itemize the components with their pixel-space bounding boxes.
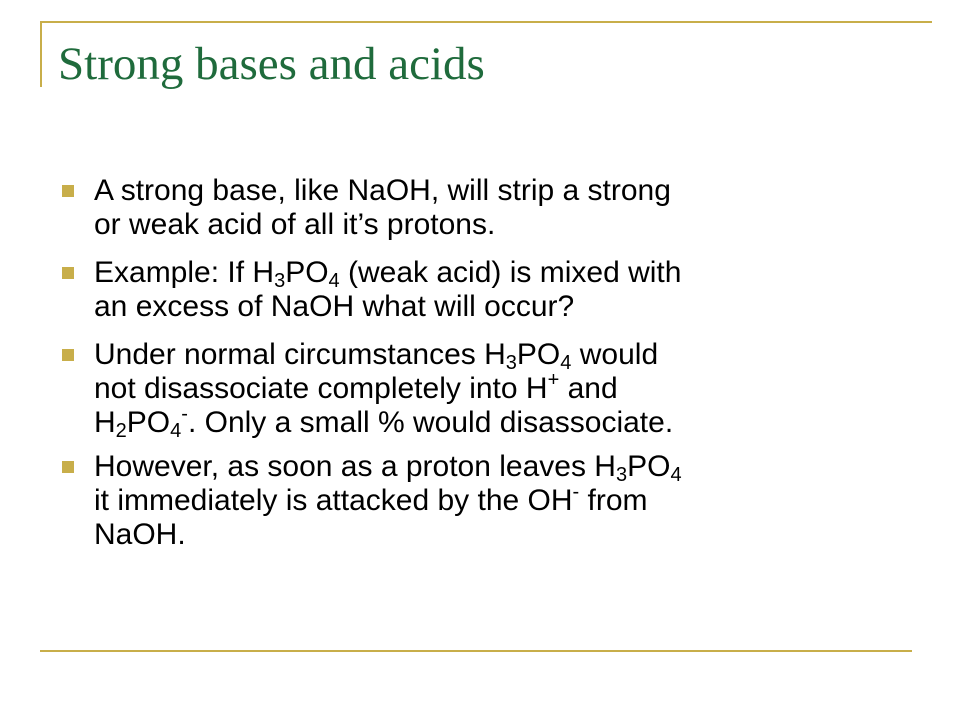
subscript: 4 bbox=[170, 420, 182, 442]
text-run: (weak acid) is mixed with bbox=[339, 256, 682, 289]
text-run: it immediately is attacked by the OH bbox=[94, 484, 573, 517]
subscript: 2 bbox=[115, 420, 127, 442]
text-run: PO bbox=[126, 406, 171, 439]
text-run: PO bbox=[516, 338, 561, 371]
bullet-item bbox=[62, 450, 892, 552]
text-run: not disassociate completely into H bbox=[94, 372, 548, 405]
text-run: Example: If H bbox=[94, 256, 275, 289]
bullet-line bbox=[94, 403, 892, 442]
bottom-accent-rule bbox=[40, 650, 912, 652]
bullet-item bbox=[62, 174, 892, 242]
text-run: PO bbox=[627, 450, 671, 483]
square-bullet-icon bbox=[62, 461, 74, 473]
top-accent-rule bbox=[40, 21, 932, 23]
bullet-line: A strong base, like NaOH, will strip a strong bbox=[94, 174, 671, 207]
text-run: would bbox=[571, 338, 659, 371]
text-run: PO bbox=[285, 256, 329, 289]
subscript: 4 bbox=[560, 352, 572, 374]
bullet-line: an excess of NaOH what will occur? bbox=[94, 290, 575, 323]
text-run: H bbox=[94, 406, 116, 439]
text-run: . Only a small % would disassociate. bbox=[187, 406, 674, 439]
bullet-line: NaOH. bbox=[94, 518, 186, 551]
subscript: 3 bbox=[505, 352, 517, 374]
subscript: 4 bbox=[670, 464, 682, 486]
bullet-item bbox=[62, 338, 892, 440]
bullet-line bbox=[94, 338, 892, 372]
square-bullet-icon bbox=[62, 267, 74, 279]
superscript: - bbox=[572, 481, 580, 503]
bullet-line bbox=[94, 481, 892, 518]
superscript: + bbox=[547, 369, 560, 391]
bullet-line: or weak acid of all it’s protons. bbox=[94, 208, 496, 241]
text-run: from bbox=[579, 484, 648, 517]
text-run: However, as soon as a proton leaves H bbox=[94, 450, 616, 483]
bullet-line bbox=[94, 369, 892, 406]
subscript: 3 bbox=[615, 464, 628, 486]
subscript: 4 bbox=[328, 270, 340, 292]
bullet-item bbox=[62, 256, 892, 324]
bullet-list bbox=[62, 174, 892, 566]
superscript: - bbox=[181, 403, 188, 425]
text-run: Under normal circumstances H bbox=[94, 338, 506, 371]
text-run: and bbox=[559, 372, 618, 405]
left-accent-rule bbox=[40, 21, 42, 87]
subscript: 3 bbox=[274, 270, 286, 292]
slide-title: Strong bases and acids bbox=[58, 38, 485, 90]
square-bullet-icon bbox=[62, 185, 74, 197]
bullet-line bbox=[94, 450, 892, 484]
square-bullet-icon bbox=[62, 349, 74, 361]
bullet-line bbox=[94, 256, 892, 290]
